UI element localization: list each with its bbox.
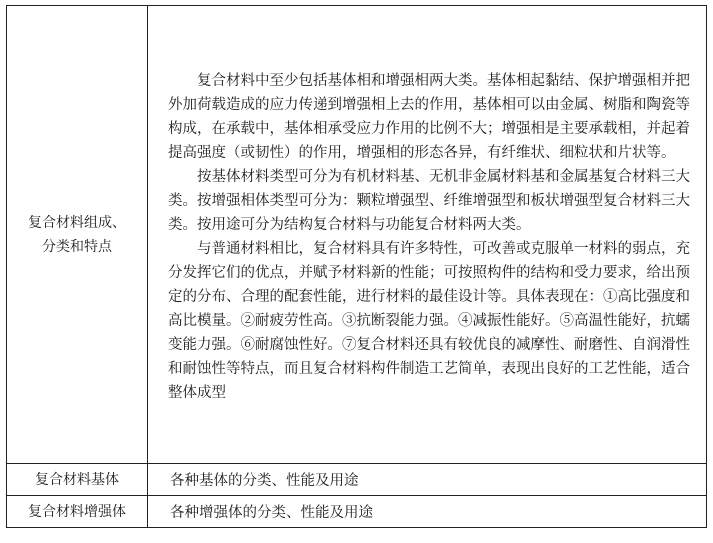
table-row-matrix xyxy=(7,464,707,496)
row-label-reinforcement: 复合材料增强体 xyxy=(7,496,148,528)
table-row-composition xyxy=(7,6,707,464)
paragraph-classification: 按基体材料类型可分为有机材料基、无机非金属材料基和金属基复合材料三大类。按增强相体类型可分为：颗粒增强型、纤维增强型和板状增强型复合材料三大类。按用途可分为结构复合材料与功能复合材料两大类。 xyxy=(168,168,690,233)
row-label-line: 复合材料组成、 xyxy=(28,214,126,231)
table-row-reinforcement xyxy=(7,496,707,528)
paragraph-properties: 与普通材料相比，复合材料具有许多特性，可改善或克服单一材料的弱点，充分发挥它们的优点，并赋予材料新的性能；可按照构件的结构和受力要求，给出预定的分布、合理的配套性能，进行材料的最佳设计等。具体表现在：①高比强度和高比模量。②耐疲劳性高。③抗断裂能力强。④减振性能好。⑤高温性能好，抗蠕变能力强。⑥耐腐蚀性好。⑦复合材料还具有较优良的减摩性、耐磨性、自润滑性和耐蚀性等特点，而且复合材料构件制造工艺简单，表现出良好的工艺性能，适合整体成型 xyxy=(168,240,690,401)
content-table xyxy=(6,5,707,528)
paragraph-phases: 复合材料中至少包括基体相和增强相两大类。基体相起黏结、保护增强相并把外加荷载造成的应力传递到增强相上去的作用，基体相可以由金属、树脂和陶瓷等构成，在承载中，基体相承受应力作用的比例不大；增强相是主要承载相，并起着提高强度（或韧性）的作用，增强相的形态各异，有纤维状、细粒状和片状等。 xyxy=(168,72,690,161)
row-content-reinforcement: 各种增强体的分类、性能及用途 xyxy=(148,496,707,528)
row-label-line: 分类和特点 xyxy=(42,238,112,255)
row-content-matrix: 各种基体的分类、性能及用途 xyxy=(148,464,707,496)
row-label-composition xyxy=(7,6,148,464)
row-label-matrix: 复合材料基体 xyxy=(7,464,148,496)
row-content-composition xyxy=(148,6,707,464)
